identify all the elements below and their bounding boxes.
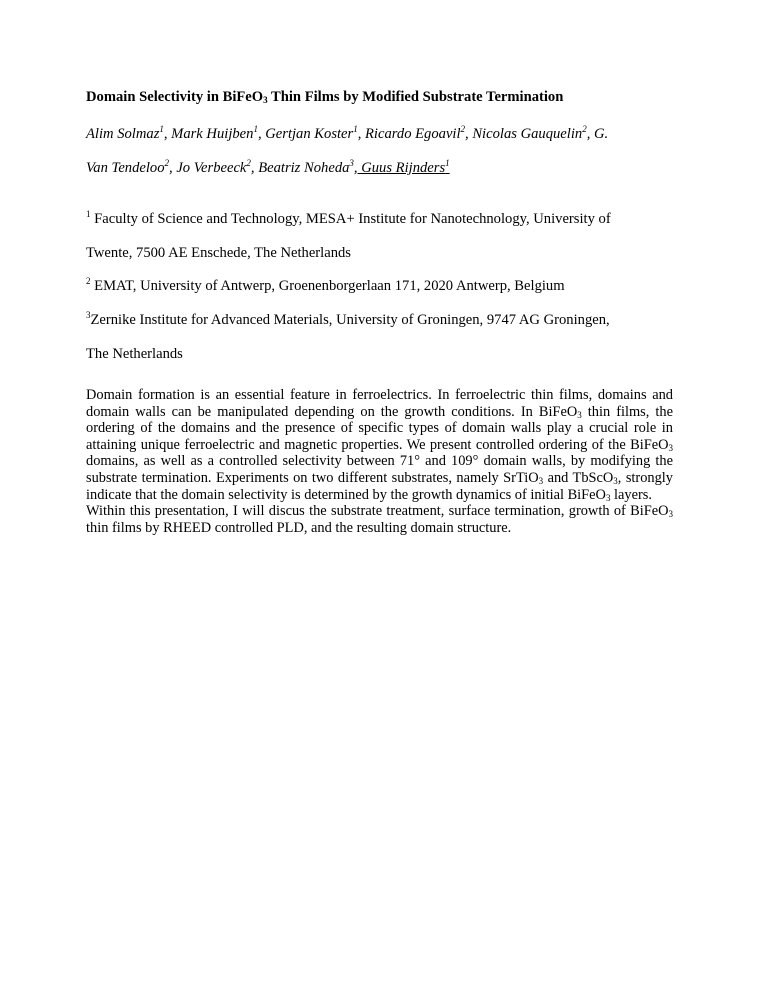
author: Alim Solmaz (86, 126, 160, 142)
author: Ricardo Egoavil (365, 126, 461, 142)
author-line-2: Van Tendeloo$^2$, Jo Verbeeck$^2$, Beatriz Noheda$^3$, Guus Rijnders$^1$ (86, 158, 450, 176)
presenting-author: , Guus Rijnders (353, 160, 446, 176)
author: Mark Huijben (171, 126, 254, 142)
author-line-1: Alim Solmaz$^1$, Mark Huijben$^1$, Gertjan Koster$^1$, Ricardo Egoavil$^2$, Nicolas Gauquelin$^2$, G. (86, 124, 609, 142)
abstract-paragraph-1: Domain formation is an essential feature in ferroelectrics. In ferroelectric thin films, domains and domain walls can be manipulated depending on the growth conditions. In BiFeO$_3$ thin films, the ordering of the domains and the presence of specific types of domain walls play a crucial role in attaining unique ferroelectric and magnetic properties. We present controlled ordering of the BiFeO$_3$ domains, as well as a controlled selectivity between 71° and 109° domain walls, by modifying the substrate termination. Experiments on two different substrates, namely SrTiO$_3$ and TbScO$_3$, strongly indicate that the domain selectivity is determined by the growth dynamics of initial BiFeO$_3$ layers. (86, 387, 673, 503)
paper-title: Domain Selectivity in BiFeO$_3$ Thin Films by Modified Substrate Termination (86, 89, 564, 105)
author: Jo Verbeeck (176, 160, 247, 176)
author: Van Tendeloo (86, 160, 165, 176)
abstract-paragraph-2: Within this presentation, I will discus the substrate treatment, surface termination, growth of BiFeO$_3$ thin films by RHEED controlled PLD, and the resulting domain structure. (86, 503, 673, 536)
abstract (86, 387, 673, 536)
author: Gertjan Koster (265, 126, 354, 142)
author: Nicolas Gauquelin (472, 126, 583, 142)
affiliation-2: $^2$ EMAT, University of Antwerp, Groenenborgerlaan 171, 2020 Antwerp, Belgium (86, 276, 565, 294)
author: Beatriz Noheda (258, 160, 350, 176)
